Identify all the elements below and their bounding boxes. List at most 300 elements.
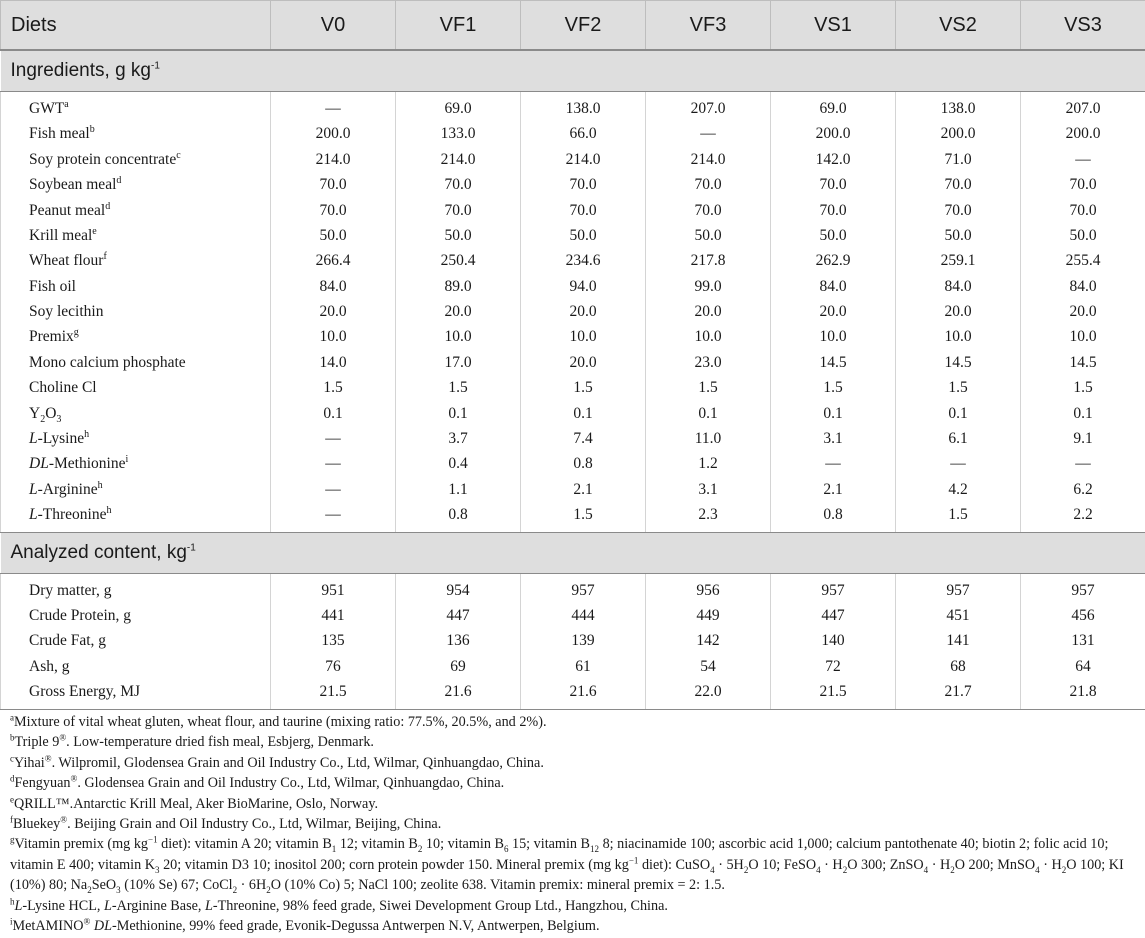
row-label-text: Gross Energy, MJ xyxy=(29,683,141,701)
row-label-prefix: L xyxy=(29,480,38,498)
row-label xyxy=(1,248,271,273)
footnote-text: L xyxy=(204,897,213,914)
row-label xyxy=(1,92,271,122)
header-col-vs3: VS3 xyxy=(1021,1,1145,51)
table-cell: 214.0 xyxy=(646,147,771,172)
table-cell: 71.0 xyxy=(896,147,1021,172)
row-label-text: Crude Protein, g xyxy=(29,606,132,624)
header-diets: Diets xyxy=(1,1,271,51)
table-cell: 1.5 xyxy=(1021,375,1145,400)
section-title-text: Ingredients, g kg xyxy=(10,60,151,81)
footnote-text: L xyxy=(14,897,23,914)
table-cell: 69.0 xyxy=(771,92,896,122)
table-cell: 3.1 xyxy=(646,477,771,502)
footnote-text: O 10; FeSO xyxy=(748,856,817,873)
table-row xyxy=(1,573,1145,603)
row-label-text: Wheat flour xyxy=(29,252,104,270)
footnote-text: · 5H xyxy=(714,856,744,873)
table-cell: 234.6 xyxy=(521,248,646,273)
row-label-prefix: L xyxy=(29,506,38,524)
footnote-text: . Wilpromil, Glodensea Grain and Oil Industry Co., Ltd, Wilmar, Qinhuangdao, China. xyxy=(51,754,544,771)
table-cell: 2.2 xyxy=(1021,502,1145,532)
footnote-text: -Threonine, 98% feed grade, Siwei Development Group Ltd., Hangzhou, China. xyxy=(212,897,668,914)
row-label-text: -Lysine xyxy=(37,430,85,448)
table-cell: 21.8 xyxy=(1021,679,1145,709)
table-row xyxy=(1,121,1145,146)
table-cell: 214.0 xyxy=(396,147,521,172)
footnote-text: ® xyxy=(83,916,91,927)
header-col-vs1: VS1 xyxy=(771,1,896,51)
table-cell: 956 xyxy=(646,573,771,603)
table-cell: 138.0 xyxy=(896,92,1021,122)
table-cell: 957 xyxy=(771,573,896,603)
footnote-text: -Arginine Base, xyxy=(111,897,205,914)
footnote-text: . Low-temperature dried fish meal, Esbjerg, Denmark. xyxy=(66,734,374,751)
table-cell: 142 xyxy=(646,628,771,653)
table-cell: 99.0 xyxy=(646,274,771,299)
table-cell: 20.0 xyxy=(396,299,521,324)
table-cell: 0.1 xyxy=(271,401,396,426)
table-cell: 0.1 xyxy=(771,401,896,426)
table-cell: 84.0 xyxy=(771,274,896,299)
table-cell: 207.0 xyxy=(646,92,771,122)
table-cell: 1.5 xyxy=(271,375,396,400)
table-body xyxy=(1,50,1145,709)
table-cell: 262.9 xyxy=(771,248,896,273)
row-label xyxy=(1,325,271,350)
table-row xyxy=(1,248,1145,273)
table-cell: 250.4 xyxy=(396,248,521,273)
row-label-text: Crude Fat, g xyxy=(29,632,107,650)
section-title-sup: -1 xyxy=(150,60,160,72)
table-cell: 61 xyxy=(521,654,646,679)
row-label-text: Y xyxy=(29,404,41,422)
row-label-footnote-marker: g xyxy=(73,327,79,339)
table-cell: 6.2 xyxy=(1021,477,1145,502)
footnote-text: 2 xyxy=(950,864,955,875)
footnote-text: 2 xyxy=(842,864,848,875)
row-label-text: Choline Cl xyxy=(29,379,97,397)
table-cell: 456 xyxy=(1021,603,1145,628)
table-cell: 70.0 xyxy=(771,198,896,223)
table-row xyxy=(1,92,1145,122)
row-label-text: Premix xyxy=(29,328,74,346)
table-cell: 1.5 xyxy=(771,375,896,400)
footnote-text: ® xyxy=(59,732,67,743)
row-label xyxy=(1,628,271,653)
table-cell: 70.0 xyxy=(771,172,896,197)
footnote-text: (10% Se) 67; CoCl xyxy=(120,877,233,894)
row-label-footnote-marker: i xyxy=(125,454,129,466)
table-cell: 200.0 xyxy=(1021,121,1145,146)
table-cell: 17.0 xyxy=(396,350,521,375)
row-label xyxy=(1,401,271,426)
table-cell: 14.5 xyxy=(1021,350,1145,375)
table-row xyxy=(1,654,1145,679)
row-label-text: Soy protein concentrate xyxy=(29,150,177,168)
row-label xyxy=(1,679,271,709)
table-cell: 138.0 xyxy=(521,92,646,122)
table-cell: 50.0 xyxy=(271,223,396,248)
footnote-text: Bluekey xyxy=(13,816,61,833)
table-row xyxy=(1,274,1145,299)
row-label-text: Fish meal xyxy=(29,125,90,143)
table-cell: 207.0 xyxy=(1021,92,1145,122)
row-label-text: -Arginine xyxy=(37,480,98,498)
row-label-text: Mono calcium phosphate xyxy=(29,353,186,371)
table-cell: 50.0 xyxy=(771,223,896,248)
table-cell: 70.0 xyxy=(1021,172,1145,197)
row-label-text: -Threonine xyxy=(37,506,107,524)
table-cell: 10.0 xyxy=(521,325,646,350)
footnote-text: · 6H xyxy=(237,877,267,894)
table-row xyxy=(1,223,1145,248)
footnote-text: 1 xyxy=(331,844,337,855)
row-label-footnote-marker: d xyxy=(105,200,111,212)
table-cell: 444 xyxy=(521,603,646,628)
footnote-text: · H xyxy=(1039,856,1062,873)
table-cell: 447 xyxy=(771,603,896,628)
table-cell: 2.1 xyxy=(771,477,896,502)
table-row xyxy=(1,628,1145,653)
table-cell: 20.0 xyxy=(521,299,646,324)
footnote-text: 12; vitamin B xyxy=(336,836,418,853)
row-label-prefix: L xyxy=(29,430,38,448)
table-cell: 11.0 xyxy=(646,426,771,451)
row-label xyxy=(1,502,271,532)
footnote-text: diet): CuSO xyxy=(638,856,711,873)
footnote-text: c xyxy=(10,753,14,764)
table-cell: — xyxy=(1021,147,1145,172)
table-cell: 20.0 xyxy=(1021,299,1145,324)
section-title-text: Analyzed content, kg xyxy=(10,541,187,563)
table-cell: 94.0 xyxy=(521,274,646,299)
footnote-text: -Lysine HCL, xyxy=(22,897,104,914)
row-label-footnote-marker: h xyxy=(97,479,103,491)
footnote-text: Vitamin premix (mg kg xyxy=(14,836,149,853)
footnote-text: d xyxy=(10,773,15,784)
footnotes xyxy=(10,712,1135,936)
table-cell: 21.6 xyxy=(396,679,521,709)
table-cell: 20.0 xyxy=(771,299,896,324)
footnote-text: 8; niacinamide 100; ascorbic acid 1,000; calcium pantothenate 40; biotin 2; folic acid 10; vitamin E 400; vitamin K xyxy=(10,836,1109,873)
table-cell: 84.0 xyxy=(896,274,1021,299)
header-col-vf1: VF1 xyxy=(396,1,521,51)
row-label-footnote-marker: h xyxy=(84,428,90,440)
table-cell: 23.0 xyxy=(646,350,771,375)
table-cell: — xyxy=(271,502,396,532)
table-cell: 0.1 xyxy=(896,401,1021,426)
table-cell: 50.0 xyxy=(646,223,771,248)
table-cell: 14.5 xyxy=(896,350,1021,375)
table-cell: 76 xyxy=(271,654,396,679)
row-label-sub: 2 xyxy=(40,413,46,425)
table-cell: — xyxy=(271,426,396,451)
footnote-text: −1 xyxy=(148,834,158,845)
row-label-text: GWT xyxy=(29,99,65,117)
footnote-text: ® xyxy=(60,814,68,825)
table-cell: 141 xyxy=(896,628,1021,653)
row-label-text: Soybean meal xyxy=(29,176,117,194)
table-cell: 1.1 xyxy=(396,477,521,502)
footnote xyxy=(10,753,1135,773)
table-cell: — xyxy=(271,477,396,502)
footnote-text: O (10% Co) 5; NaCl 100; zeolite 638. Vitamin premix: mineral premix = 2: 1.5. xyxy=(270,877,725,894)
footnote-text: diet): vitamin A 20; vitamin B xyxy=(157,836,332,853)
footnote-text: 2 xyxy=(1061,864,1067,875)
table-cell: 9.1 xyxy=(1021,426,1145,451)
table-row xyxy=(1,198,1145,223)
row-label xyxy=(1,603,271,628)
footnote-text: f xyxy=(10,814,13,825)
footnote-text: b xyxy=(10,732,15,743)
table-cell: 14.5 xyxy=(771,350,896,375)
row-label xyxy=(1,477,271,502)
table-cell: 3.1 xyxy=(771,426,896,451)
table-cell: — xyxy=(1021,451,1145,476)
row-label-footnote-marker: b xyxy=(89,124,95,136)
footnote-text: O 300; ZnSO xyxy=(847,856,924,873)
table-row xyxy=(1,603,1145,628)
table-cell: 200.0 xyxy=(271,121,396,146)
row-label xyxy=(1,451,271,476)
section-title xyxy=(1,50,1145,92)
footnote xyxy=(10,794,1135,814)
footnote-text: L xyxy=(103,897,112,914)
table-cell: 22.0 xyxy=(646,679,771,709)
table-cell: 68 xyxy=(896,654,1021,679)
table-cell: 21.5 xyxy=(271,679,396,709)
table-cell: 84.0 xyxy=(271,274,396,299)
table-cell: 957 xyxy=(521,573,646,603)
row-label xyxy=(1,573,271,603)
table-cell: 259.1 xyxy=(896,248,1021,273)
table-cell: 84.0 xyxy=(1021,274,1145,299)
footnote xyxy=(10,712,1135,732)
row-label xyxy=(1,274,271,299)
table-cell: 50.0 xyxy=(396,223,521,248)
row-label-footnote-marker: f xyxy=(103,251,107,263)
table-cell: — xyxy=(271,92,396,122)
table-cell: 217.8 xyxy=(646,248,771,273)
footnote-text: 3 xyxy=(116,885,121,896)
table-row xyxy=(1,350,1145,375)
table-cell: 0.8 xyxy=(521,451,646,476)
row-label-footnote-marker: e xyxy=(92,225,97,237)
footnote-text: 2 xyxy=(87,885,92,896)
table-cell: 0.4 xyxy=(396,451,521,476)
row-label-text: Krill meal xyxy=(29,226,93,244)
table-cell: — xyxy=(646,121,771,146)
row-label xyxy=(1,299,271,324)
footnote-text: 6 xyxy=(503,844,509,855)
footnote-text: · H xyxy=(928,856,951,873)
footnote-text: a xyxy=(10,712,14,723)
table-cell: 21.7 xyxy=(896,679,1021,709)
footnote-text: O 100; KI (10%) 80; Na xyxy=(10,856,1124,894)
row-label xyxy=(1,172,271,197)
row-label-text: Peanut meal xyxy=(29,201,106,219)
footnote-text: . Glodensea Grain and Oil Industry Co., Ltd, Wilmar, Qinhuangdao, China. xyxy=(77,775,505,792)
table-cell: 0.8 xyxy=(396,502,521,532)
table-cell: 21.5 xyxy=(771,679,896,709)
table-cell: 441 xyxy=(271,603,396,628)
header-col-v0: V0 xyxy=(271,1,396,51)
row-label-sub: 3 xyxy=(56,413,62,425)
table-cell: 139 xyxy=(521,628,646,653)
footnote xyxy=(10,896,1135,916)
footnote-text: QRILL™.Antarctic Krill Meal, Aker BioMarine, Oslo, Norway. xyxy=(14,795,379,812)
table-cell: 0.1 xyxy=(1021,401,1145,426)
table-cell: 72 xyxy=(771,654,896,679)
table-cell: 70.0 xyxy=(521,172,646,197)
table-cell: 0.1 xyxy=(646,401,771,426)
row-label xyxy=(1,198,271,223)
footnote-text: Fengyuan xyxy=(14,775,71,792)
section-row xyxy=(1,532,1145,573)
table-cell: 10.0 xyxy=(896,325,1021,350)
row-label xyxy=(1,223,271,248)
table-cell: 64 xyxy=(1021,654,1145,679)
table-cell: 20.0 xyxy=(521,350,646,375)
row-label-footnote-marker: a xyxy=(64,98,69,110)
table-cell: 0.1 xyxy=(521,401,646,426)
table-row xyxy=(1,477,1145,502)
row-label-text: Dry matter, g xyxy=(29,581,112,599)
table-row xyxy=(1,502,1145,532)
table-cell: 70.0 xyxy=(1021,198,1145,223)
table-cell: 451 xyxy=(896,603,1021,628)
table-cell: 135 xyxy=(271,628,396,653)
table-cell: 447 xyxy=(396,603,521,628)
table-cell: 136 xyxy=(396,628,521,653)
footnote-text: 12 xyxy=(590,844,600,855)
row-label xyxy=(1,121,271,146)
table-cell: 200.0 xyxy=(771,121,896,146)
table-cell: 6.1 xyxy=(896,426,1021,451)
table-cell: 266.4 xyxy=(271,248,396,273)
table-cell: 2.1 xyxy=(521,477,646,502)
table-cell: 214.0 xyxy=(521,147,646,172)
table-cell: 957 xyxy=(1021,573,1145,603)
table-cell: 4.2 xyxy=(896,477,1021,502)
row-label-prefix: DL xyxy=(29,455,49,473)
table-cell: 1.2 xyxy=(646,451,771,476)
table-row xyxy=(1,172,1145,197)
row-label xyxy=(1,350,271,375)
table-cell: 1.5 xyxy=(896,502,1021,532)
table-cell: 50.0 xyxy=(896,223,1021,248)
table-row xyxy=(1,325,1145,350)
table-row xyxy=(1,299,1145,324)
table-cell: 70.0 xyxy=(646,198,771,223)
footnote-text: 10; vitamin B xyxy=(422,836,504,853)
footnote xyxy=(10,773,1135,793)
footnote-text: Mixture of vital wheat gluten, wheat flour, and taurine (mixing ratio: 77.5%, 20.5%, and 2%). xyxy=(14,714,547,730)
footnote-text: g xyxy=(10,834,15,845)
row-label xyxy=(1,426,271,451)
table-cell: 14.0 xyxy=(271,350,396,375)
row-label-text: -Methionine xyxy=(48,455,126,473)
footnote-text: DL xyxy=(93,918,112,935)
footnote-text: e xyxy=(10,793,14,804)
section-title xyxy=(1,532,1145,573)
table-cell: 54 xyxy=(646,654,771,679)
row-label-footnote-marker: d xyxy=(116,174,122,186)
footnote-text: 2 xyxy=(232,885,238,896)
footnote-text: · H xyxy=(820,856,843,873)
table-cell: 70.0 xyxy=(521,198,646,223)
table-cell: 70.0 xyxy=(396,198,521,223)
table-cell: — xyxy=(771,451,896,476)
table-cell: 10.0 xyxy=(1021,325,1145,350)
footnote-text: h xyxy=(10,895,15,906)
footnote xyxy=(10,732,1135,752)
table-cell: 70.0 xyxy=(896,172,1021,197)
table-cell: 142.0 xyxy=(771,147,896,172)
footnote-text: 2 xyxy=(743,864,749,875)
row-label xyxy=(1,654,271,679)
table-cell: 70.0 xyxy=(646,172,771,197)
table-cell: 951 xyxy=(271,573,396,603)
row-label xyxy=(1,147,271,172)
table-cell: 255.4 xyxy=(1021,248,1145,273)
table-cell: 1.5 xyxy=(646,375,771,400)
table-cell: 21.6 xyxy=(521,679,646,709)
row-label xyxy=(1,375,271,400)
table-cell: 1.5 xyxy=(896,375,1021,400)
table-cell: 449 xyxy=(646,603,771,628)
row-label-text: Ash, g xyxy=(29,657,70,675)
row-label-footnote-marker: c xyxy=(176,149,181,161)
footnote-text: ® xyxy=(44,753,52,764)
table-cell: 10.0 xyxy=(396,325,521,350)
footnote-text: 2 xyxy=(266,885,271,896)
table-cell: 69 xyxy=(396,654,521,679)
header-col-vf2: VF2 xyxy=(521,1,646,51)
footnote-text: 4 xyxy=(1035,864,1040,875)
table-cell: 131 xyxy=(1021,628,1145,653)
footnote-text: 15; vitamin B xyxy=(508,836,591,853)
table-row xyxy=(1,147,1145,172)
footnote-text: . Beijing Grain and Oil Industry Co., Ltd, Wilmar, Beijing, China. xyxy=(67,816,442,833)
table-cell: 0.8 xyxy=(771,502,896,532)
footnote xyxy=(10,916,1135,936)
footnote xyxy=(10,834,1135,895)
footnote-text: MetAMINO xyxy=(12,918,84,935)
footnote-text: −1 xyxy=(628,855,639,866)
table-cell: — xyxy=(896,451,1021,476)
footnote-text: -Methionine, 99% feed grade, Evonik-Degussa Antwerpen N.V, Antwerpen, Belgium. xyxy=(111,918,600,935)
table-cell: 69.0 xyxy=(396,92,521,122)
footnote-text: 4 xyxy=(710,864,715,875)
table-cell: 70.0 xyxy=(271,198,396,223)
table-row xyxy=(1,401,1145,426)
table-cell: 133.0 xyxy=(396,121,521,146)
table-cell: 10.0 xyxy=(771,325,896,350)
footnote-text: 2 xyxy=(417,844,423,855)
table-cell: 70.0 xyxy=(396,172,521,197)
row-label-text: Soy lecithin xyxy=(29,303,104,321)
table-cell: 954 xyxy=(396,573,521,603)
table-cell: 10.0 xyxy=(271,325,396,350)
table-cell: 50.0 xyxy=(521,223,646,248)
table-row xyxy=(1,375,1145,400)
footnote-text: O 200; MnSO xyxy=(954,856,1036,873)
table-cell: 140 xyxy=(771,628,896,653)
footnote-text: ® xyxy=(70,773,78,784)
table-cell: 10.0 xyxy=(646,325,771,350)
